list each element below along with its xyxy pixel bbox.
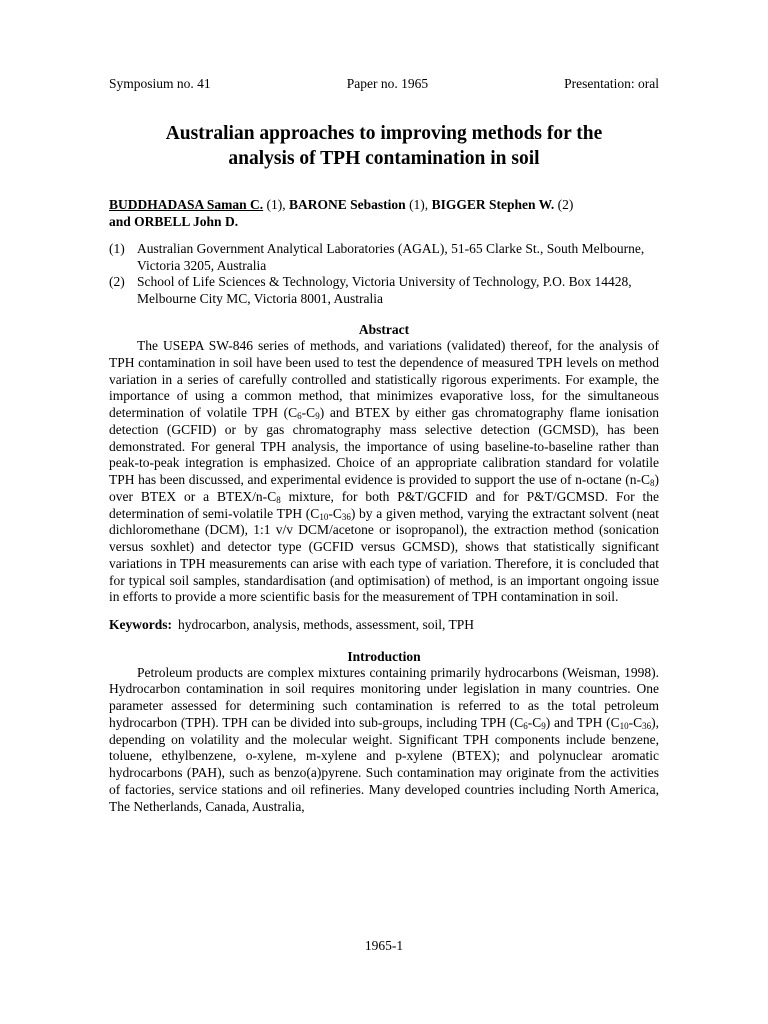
keywords-text: hydrocarbon, analysis, methods, assessment, soil, TPH: [178, 617, 474, 632]
abstract-heading: Abstract: [358, 322, 410, 337]
presentation-type: Presentation: oral: [564, 76, 659, 91]
keywords-line: [109, 617, 659, 634]
paper-number: Paper no. 1965: [346, 76, 429, 91]
paper-title: [109, 121, 659, 171]
title-line-1: Australian approaches to improving methods for the: [165, 123, 603, 144]
affiliation-number: (1): [109, 241, 125, 256]
affiliation-item: [109, 274, 659, 307]
affiliation-text: School of Life Sciences & Technology, Victoria University of Technology, P.O. Box 14428, Melbourne City MC, Victoria 8001, Australia: [137, 274, 632, 306]
author-1-affiliation: (1),: [263, 197, 290, 212]
author-1: BUDDHADASA Saman C.: [109, 197, 264, 212]
abstract-text: The USEPA SW-846 series of methods, and variations (validated) thereof, for the analysis of TPH contamination in soil have been used to test the dependence of measured TPH levels on method variation in a series of carefully controlled and statistically rigorous experiments. For example, the importance of using a common method, that minimizes evaporative loss, for the simultaneous determination of volatile TPH $(C_6-C_9)$ and BTEX by either gas chromatography flame ionisation detection (GCFID) or by gas chromatography mass selective detection (GCMSD), has been demonstrated. For general TPH analysis, the importance of using baseline-to-baseline rather than peak-to-peak integration is emphasized. Choice of an appropriate calibration standard for volatile TPH has been discussed, and experimental evidence is provided to support the use of n-octane $(n-C_8)$ over BTEX or a BTEX/$n-C_8$ mixture, for both P&T/GCFID and for P&T/GCMSD. For the determination of semi-volatile TPH $(C_{10}-C_{36})$ by a given method, varying the extractant solvent (neat dichloromethane (DCM), 1:1 v/v DCM/acetone or isopropanol), the extraction method (sonication versus soxhlet) and detector type (GCFID versus GCMSD), shows that statistically significant variations in TPH measurements can arise with each type of variation. Therefore, it is concluded that for typical soil samples, standardisation (and optimisation) of method, is an important ongoing issue in efforts to provide a more scientific basis for the measurement of TPH contamination in soil.: [109, 338, 659, 605]
introduction-text: Petroleum products are complex mixtures containing primarily hydrocarbons (Weisman, 1998). Hydrocarbon contamination in soil requires monitoring under legislation in many countries. One parameter assessed for determining such contamination is referred to as the total petroleum hydrocarbon (TPH). TPH can be divided into sub-groups, including TPH $(C_6-C_9)$ and TPH $(C_{10}-C_{36})$, depending on volatility and the molecular weight. Significant TPH components include benzene, toluene, ethylbenzene, o-xylene, m-xylene and p-xylene (BTEX); and polynuclear aromatic hydrocarbons (PAH), such as benzo(a)pyrene. Such contamination may originate from the activities of factories, service stations and oil refineries. Many developed countries including North America, The Netherlands, Canada, Australia,: [109, 664, 659, 814]
author-4: ORBELL John D.: [134, 213, 239, 229]
keywords-label: Keywords:: [109, 617, 172, 632]
paper-header: [109, 76, 659, 92]
author-3: BIGGER Stephen W.: [431, 197, 555, 212]
symposium-number: Symposium no. 41: [109, 76, 211, 91]
title-line-2: analysis of TPH contamination in soil: [228, 148, 540, 169]
paper-page: [109, 76, 659, 815]
page-number: 1965-1: [364, 938, 404, 953]
author-conjunction: and: [109, 213, 135, 229]
affiliation-number: (2): [109, 274, 125, 289]
author-3-affiliation: (2): [554, 197, 574, 212]
author-2: BARONE Sebastion: [289, 197, 406, 212]
introduction-heading: Introduction: [347, 648, 421, 664]
affiliation-list: [109, 241, 659, 307]
affiliation-text: Australian Government Analytical Laboratories (AGAL), 51-65 Clarke St., South Melbourne, Victoria 3205, Australia: [137, 241, 645, 273]
author-2-affiliation: (1),: [405, 197, 432, 212]
affiliation-item: [109, 241, 659, 274]
author-list: [109, 197, 659, 230]
